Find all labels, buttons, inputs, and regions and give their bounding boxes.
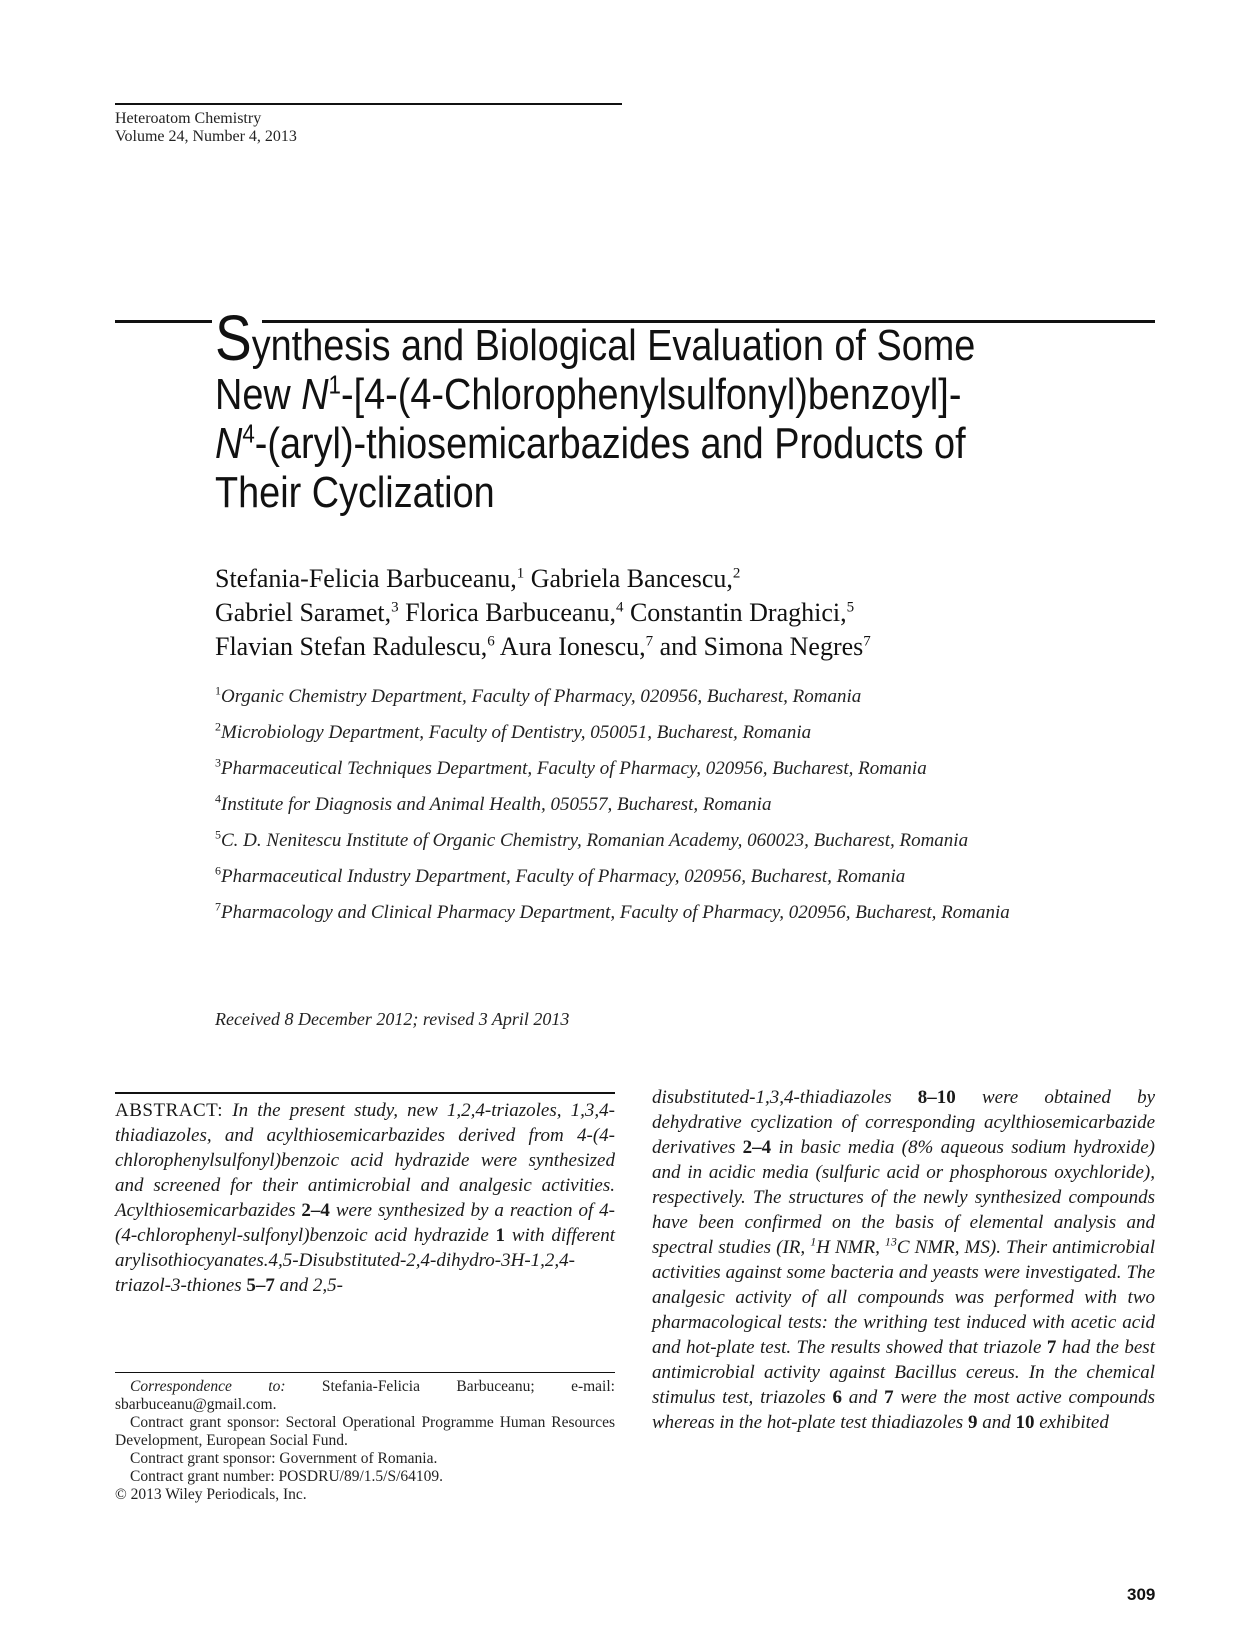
author-name: Aura Ionescu, xyxy=(499,632,646,661)
copyright-note: © 2013 Wiley Periodicals, Inc. xyxy=(115,1486,307,1503)
author-list xyxy=(215,562,1175,664)
affiliation-item: $^6$Pharmaceutical Industry Department, Faculty of Pharmacy, 020956, Bucharest, Romania xyxy=(215,863,906,887)
correspondence-note: Correspondence to: Stefania-Felicia Barbuceanu; e-mail: sbarbuceanu@gmail.com. xyxy=(115,1378,615,1413)
header-rule xyxy=(115,103,622,105)
grant-note: Contract grant sponsor: Government of Romania. xyxy=(130,1450,438,1467)
author-line-3: Flavian Stefan Radulescu,$^6$ Aura Ionescu,$^7$ and Simona Negres$^7$ xyxy=(215,632,871,661)
abstract-right-column: disubstituted-1,3,4-thiadiazoles 8–10 were obtained by dehydrative cyclization of corresponding acylthiosemicarbazide derivatives 2–4 in basic media (8% aqueous sodium hydroxide) and in acidic media (sulfuric acid or phosphorous oxychloride), respectively. The structures of the newly synthesized compounds have been confirmed on the basis of elemental analysis and spectral studies (IR, $^1$H NMR, $^{13}$C NMR, MS). Their antimicrobial activities against some bacteria and yeasts were investigated. The analgesic activity of all compounds was performed with two pharmacological tests: the writhing test induced with acetic acid and hot-plate test. The results showed that triazole 7 had the best antimicrobial activity against Bacillus cereus. In the chemical stimulus test, triazoles 6 and 7 were the most active compounds whereas in the hot-plate test thiadiazoles 9 and 10 exhibited xyxy=(652,1087,1156,1433)
abstract-rule xyxy=(115,1092,615,1094)
journal-volume: Volume 24, Number 4, 2013 xyxy=(115,128,297,145)
journal-header xyxy=(115,110,297,146)
received-dates: Received 8 December 2012; revised 3 April 2013 xyxy=(215,1009,570,1029)
page-number: 309 xyxy=(1127,1585,1156,1604)
affiliation-item: $^3$Pharmaceutical Techniques Department, Faculty of Pharmacy, 020956, Bucharest, Romania xyxy=(215,755,927,779)
grant-note: Contract grant number: POSDRU/89/1.5/S/64109. xyxy=(130,1468,444,1485)
title-rule-left xyxy=(115,320,212,323)
footnote-rule xyxy=(115,1372,615,1373)
author-name: Flavian Stefan Radulescu, xyxy=(215,632,488,661)
journal-name: Heteroatom Chemistry xyxy=(115,110,262,127)
title-dropcap: S xyxy=(215,302,252,374)
author-name: and Simona Negres xyxy=(659,632,864,661)
abstract-left-column: ABSTRACT: In the present study, new 1,2,4-triazoles, 1,3,4-thiadiazoles, and acylthiosemicarbazides derived from 4-(4-chlorophenylsulfonyl)benzoic acid hydrazide were synthesized and screened for their antimicrobial and analgesic activities. Acylthiosemicarbazides 2–4 were synthesized by a reaction of 4-(4-chlorophenyl-sulfonyl)benzoic acid hydrazide 1 with different arylisothiocyanates.4,5-Disubstituted-2,4-dihydro-3H-1,2,4-triazol-3-thiones 5–7 and 2,5- xyxy=(115,1100,616,1296)
author-name: Gabriela Bancescu, xyxy=(530,564,733,593)
author-line-1: Stefania-Felicia Barbuceanu,$^1$ Gabriela Bancescu,$^2$ xyxy=(215,564,741,593)
title-line-4: Their Cyclization xyxy=(215,468,495,517)
affiliation-item: $^1$Organic Chemistry Department, Faculty of Pharmacy, 020956, Bucharest, Romania xyxy=(215,683,862,707)
title-line-1: Synthesis and Biological Evaluation of Some xyxy=(215,302,976,374)
footnotes xyxy=(115,1378,615,1504)
author-line-2: Gabriel Saramet,$^3$ Florica Barbuceanu,$^4$ Constantin Draghici,$^5$ xyxy=(215,598,855,627)
author-name: Florica Barbuceanu, xyxy=(405,598,616,627)
title-line-2: New $N^1-[4-(4-Chlorophenylsulfonyl)benzoyl]-$ xyxy=(215,369,962,419)
abstract-label: ABSTRACT: xyxy=(115,1100,224,1121)
author-name: Stefania-Felicia Barbuceanu, xyxy=(215,564,517,593)
grant-note: Contract grant sponsor: Sectoral Operational Programme Human Resources Development, European Social Fund. xyxy=(115,1414,615,1449)
author-name: Gabriel Saramet, xyxy=(215,598,392,627)
affiliation-item: $^7$Pharmacology and Clinical Pharmacy Department, Faculty of Pharmacy, 020956, Bucharest, Romania xyxy=(215,899,1010,923)
affiliation-list xyxy=(215,685,1115,937)
author-name: Constantin Draghici, xyxy=(629,598,847,627)
affiliation-item: $^2$Microbiology Department, Faculty of Dentistry, 050051, Bucharest, Romania xyxy=(215,719,812,743)
affiliation-item: $^5$C. D. Nenitescu Institute of Organic Chemistry, Romanian Academy, 060023, Bucharest, Romania xyxy=(215,827,969,851)
article-title xyxy=(215,302,1015,517)
affiliation-item: $^4$Institute for Diagnosis and Animal Health, 050557, Bucharest, Romania xyxy=(215,791,772,815)
title-line-3: $N^4-(aryl)$-thiosemicarbazides and Products of xyxy=(215,418,966,468)
